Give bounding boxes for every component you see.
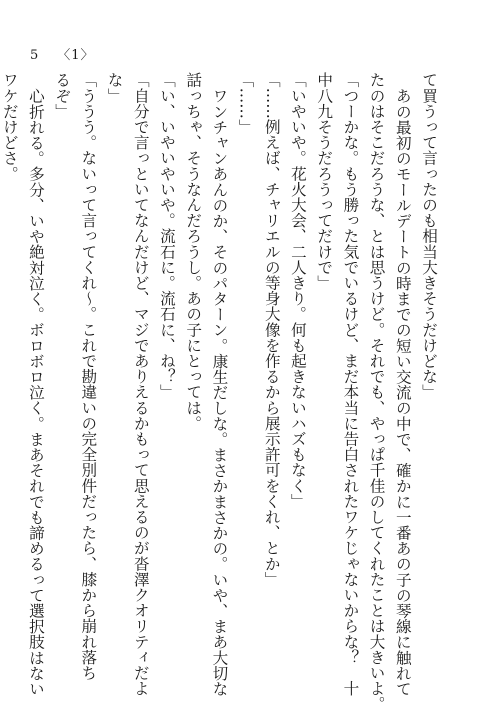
text-line: て買うって言ったのも相当大きそうだけどな」 (420, 72, 438, 400)
chapter-marker: 〈1〉 (57, 48, 95, 63)
text-line: 「い、いやいやいや。流石に。流石に、ね？」 (157, 72, 176, 400)
text-line: な」 (105, 72, 124, 104)
text-line: 「ううう。ないって言ってくれ～。これで勘違いの完全別件だったら、膝から崩れ落ち (79, 72, 98, 681)
text-line: 心折れる。多分、いや絶対泣く。ボロボロ泣く。まあそれでも諦めるって選択肢はない (26, 87, 45, 696)
page-header (30, 44, 95, 63)
text-line: ワンチャンあんのか、そのパターン。康生だしな。まさかまさかの。いや、まあ大切な (210, 87, 229, 696)
body-text (0, 72, 442, 712)
text-line: 話っちゃ、そうなんだろうし。あの子にとっては。 (184, 72, 203, 431)
text-line: 「いやいや。花火大会、二人きり。何も起きないハズもなく」 (288, 72, 307, 509)
text-line: 「つーかな。もう勝った気でいるけど、まだ本当に告白されたワケじゃないからな？ 十 (341, 72, 360, 696)
text-line: るぞ」 (53, 72, 72, 119)
text-line: ワケだけどさ。 (0, 72, 19, 182)
text-line: たのはそこだろうな、とは思うけど。それでも、やっぱ千佳のしてくれたことは大きいよ。 (367, 72, 386, 712)
text-line: 「自分で言っといてなんだけど、マジでありえるかもって思えるのが沓澤クオリティだよ (131, 72, 150, 696)
text-line: 「……」 (236, 72, 255, 135)
text-line: 「……例えば、チャリエルの等身大像を作るから展示許可をくれ、とか」 (262, 72, 281, 587)
text-line: 中八九そうだろうってだけで」 (315, 72, 334, 291)
text-line: あの最初のモールデートの時までの短い交流の中で、確かに一番あの子の琴線に触れて (393, 87, 412, 696)
page-number: 5 (30, 48, 40, 63)
